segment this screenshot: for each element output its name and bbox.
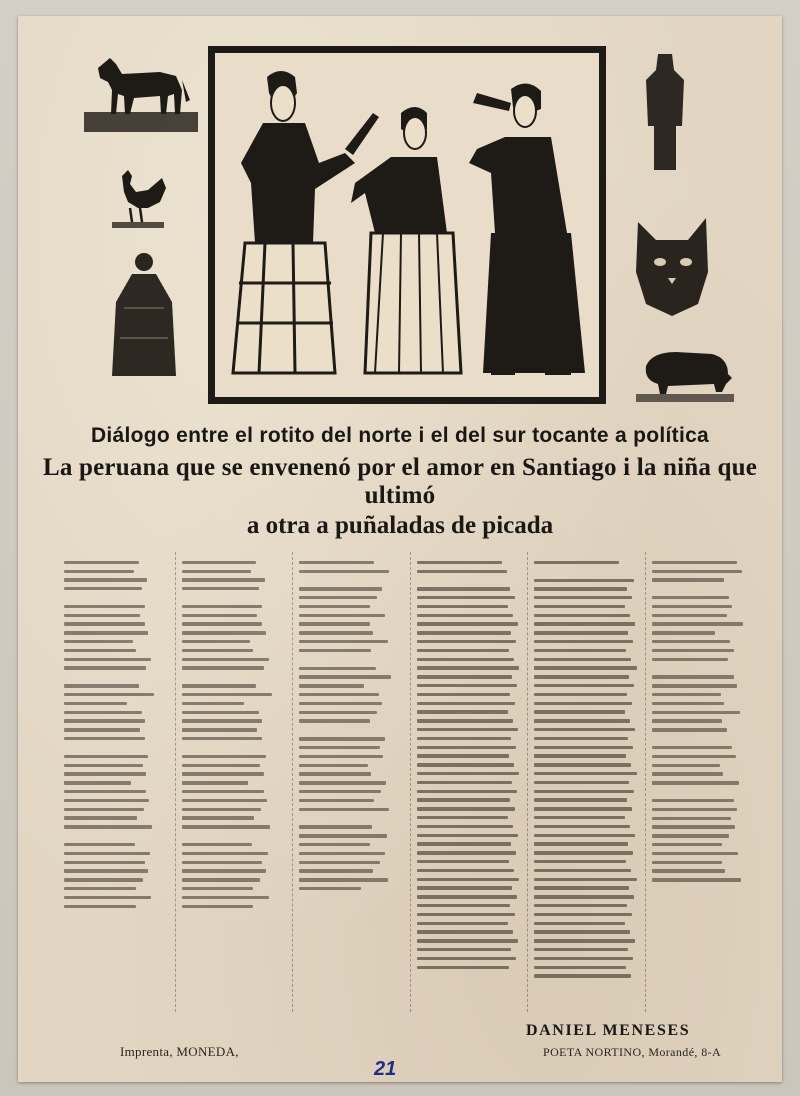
text-line (534, 690, 637, 699)
text-line (182, 602, 285, 611)
text-line (652, 752, 755, 761)
text-line (417, 611, 520, 620)
text-line (182, 752, 285, 761)
standing-figure-woodcut (636, 46, 694, 174)
text-line (652, 876, 755, 885)
text-line (64, 584, 167, 593)
text-line (652, 629, 755, 638)
text-line (417, 875, 520, 884)
text-line (299, 735, 402, 744)
text-line (64, 726, 167, 735)
text-line (64, 576, 167, 585)
text-line (652, 823, 755, 832)
text-line (534, 954, 637, 963)
text-line (64, 787, 167, 796)
text-line (64, 770, 167, 779)
text-line (652, 558, 755, 567)
text-stanza (64, 558, 167, 593)
prose-column-1 (410, 552, 524, 1012)
text-line (417, 928, 520, 937)
text-line (534, 963, 637, 972)
text-line (417, 629, 520, 638)
text-line (534, 681, 637, 690)
text-line (417, 593, 520, 602)
text-line (182, 867, 285, 876)
text-line (534, 585, 637, 594)
text-line (534, 708, 637, 717)
text-line (652, 858, 755, 867)
text-line (534, 752, 637, 761)
text-line (534, 840, 637, 849)
text-line (182, 902, 285, 911)
text-line (417, 936, 520, 945)
text-line (652, 690, 755, 699)
text-line (64, 779, 167, 788)
text-line (534, 611, 637, 620)
text-stanza (652, 593, 755, 663)
text-line (534, 699, 637, 708)
text-line (182, 558, 285, 567)
text-line (182, 796, 285, 805)
text-line (182, 646, 285, 655)
text-line (64, 876, 167, 885)
verse-column-3 (292, 552, 406, 1012)
text-stanza (417, 585, 520, 972)
text-stanza (652, 558, 755, 584)
text-line (652, 779, 755, 788)
text-line (534, 919, 637, 928)
text-line (417, 769, 520, 778)
text-line (534, 866, 637, 875)
rooster-woodcut (102, 162, 174, 232)
text-stanza (64, 682, 167, 744)
text-line (534, 655, 637, 664)
text-line (652, 646, 755, 655)
text-line (417, 743, 520, 752)
text-line (182, 637, 285, 646)
text-line (182, 884, 285, 893)
text-line (182, 611, 285, 620)
text-line (64, 690, 167, 699)
text-line (534, 875, 637, 884)
text-line (417, 602, 520, 611)
text-line (652, 840, 755, 849)
text-line (417, 840, 520, 849)
text-line (417, 866, 520, 875)
text-line (182, 682, 285, 691)
text-line (534, 928, 637, 937)
text-line (299, 682, 402, 691)
text-line (182, 849, 285, 858)
text-line (652, 796, 755, 805)
text-line (534, 813, 637, 822)
text-line (299, 884, 402, 893)
text-stanza (64, 602, 167, 672)
text-stanza (64, 752, 167, 831)
text-stanza (182, 682, 285, 744)
text-line (182, 734, 285, 743)
text-line (64, 858, 167, 867)
text-line (299, 717, 402, 726)
text-line (299, 690, 402, 699)
text-line (417, 901, 520, 910)
text-line (417, 892, 520, 901)
text-line (652, 743, 755, 752)
text-line (299, 567, 402, 576)
text-line (64, 629, 167, 638)
text-line (64, 867, 167, 876)
broadside-sheet (18, 16, 782, 1082)
text-line (534, 637, 637, 646)
text-line (299, 867, 402, 876)
text-line (299, 593, 402, 602)
text-line (64, 814, 167, 823)
text-line (417, 963, 520, 972)
text-stanza (182, 558, 285, 593)
text-line (534, 602, 637, 611)
text-line (652, 814, 755, 823)
text-line (299, 832, 402, 841)
text-line (299, 708, 402, 717)
text-line (64, 682, 167, 691)
text-line (182, 876, 285, 885)
pig-woodcut (632, 336, 738, 408)
text-line (299, 779, 402, 788)
text-line (64, 611, 167, 620)
text-line (299, 646, 402, 655)
text-line (417, 699, 520, 708)
text-line (299, 629, 402, 638)
text-line (534, 734, 637, 743)
text-line (182, 567, 285, 576)
text-line (417, 585, 520, 594)
text-stanza (534, 558, 637, 567)
text-line (182, 655, 285, 664)
text-line (299, 664, 402, 673)
text-line (64, 620, 167, 629)
cloaked-figure-woodcut (102, 248, 186, 384)
text-line (534, 849, 637, 858)
text-line (417, 857, 520, 866)
text-line (534, 576, 637, 585)
text-line (64, 840, 167, 849)
text-line (182, 629, 285, 638)
text-line (652, 708, 755, 717)
text-line (299, 743, 402, 752)
text-stanza (182, 752, 285, 831)
text-line (64, 646, 167, 655)
prose-column-2 (527, 552, 641, 1012)
text-line (417, 690, 520, 699)
text-stanza (182, 602, 285, 672)
text-line (534, 778, 637, 787)
text-line (64, 752, 167, 761)
text-line (417, 752, 520, 761)
text-line (299, 840, 402, 849)
text-line (417, 805, 520, 814)
text-line (417, 778, 520, 787)
text-line (64, 796, 167, 805)
text-line (652, 682, 755, 691)
text-line (417, 734, 520, 743)
text-line (417, 646, 520, 655)
text-line (64, 902, 167, 911)
text-line (652, 611, 755, 620)
text-line (652, 849, 755, 858)
text-line (652, 761, 755, 770)
text-line (652, 699, 755, 708)
text-line (417, 787, 520, 796)
title-line-2: La peruana que se envenenó por el amor en Santiago i la niña que ultimó (42, 454, 758, 509)
text-line (417, 655, 520, 664)
text-line (534, 805, 637, 814)
text-line (534, 901, 637, 910)
text-line (534, 725, 637, 734)
verse-columns (58, 552, 758, 1012)
text-line (299, 770, 402, 779)
text-line (299, 585, 402, 594)
text-stanza (64, 840, 167, 910)
text-stanza (299, 585, 402, 655)
verse-column-1 (58, 552, 171, 1012)
text-line (417, 849, 520, 858)
text-stanza (417, 558, 520, 576)
text-line (417, 558, 520, 567)
text-line (534, 769, 637, 778)
printer-imprint: Imprenta, MONEDA, (120, 1044, 239, 1059)
text-stanza (299, 823, 402, 893)
text-line (182, 805, 285, 814)
text-line (652, 637, 755, 646)
text-line (182, 823, 285, 832)
text-line (299, 602, 402, 611)
text-line (652, 567, 755, 576)
text-line (299, 761, 402, 770)
text-line (417, 954, 520, 963)
text-line (534, 593, 637, 602)
text-stanza (299, 735, 402, 814)
text-line (417, 725, 520, 734)
text-line (534, 910, 637, 919)
text-line (534, 743, 637, 752)
text-line (64, 699, 167, 708)
text-line (64, 637, 167, 646)
handwritten-page-number: 21 (374, 1058, 397, 1080)
text-stanza (652, 796, 755, 884)
text-line (534, 884, 637, 893)
text-line (64, 849, 167, 858)
text-line (417, 796, 520, 805)
text-stanza (534, 576, 637, 981)
text-line (417, 681, 520, 690)
text-line (652, 620, 755, 629)
text-line (64, 567, 167, 576)
text-line (534, 892, 637, 901)
text-line (534, 831, 637, 840)
text-line (417, 673, 520, 682)
text-line (534, 822, 637, 831)
text-line (182, 717, 285, 726)
text-line (64, 655, 167, 664)
text-line (417, 945, 520, 954)
text-line (299, 673, 402, 682)
text-line (182, 814, 285, 823)
text-line (64, 664, 167, 673)
text-line (182, 664, 285, 673)
text-line (299, 849, 402, 858)
text-line (182, 584, 285, 593)
horse-woodcut (82, 38, 200, 138)
text-line (417, 831, 520, 840)
text-line (652, 726, 755, 735)
text-line (64, 805, 167, 814)
text-line (182, 893, 285, 902)
text-line (182, 840, 285, 849)
text-line (534, 972, 637, 981)
text-line (182, 708, 285, 717)
text-line (299, 787, 402, 796)
text-line (299, 823, 402, 832)
text-line (417, 708, 520, 717)
title-line-1: Diálogo entre el rotito del norte i el del sur tocante a política (90, 424, 710, 447)
text-line (534, 620, 637, 629)
text-line (182, 770, 285, 779)
text-line (182, 779, 285, 788)
text-line (417, 910, 520, 919)
text-line (534, 717, 637, 726)
text-line (64, 734, 167, 743)
text-stanza (182, 840, 285, 910)
text-line (182, 726, 285, 735)
text-line (417, 761, 520, 770)
text-line (182, 690, 285, 699)
text-line (534, 673, 637, 682)
text-line (64, 823, 167, 832)
text-line (652, 832, 755, 841)
cat-woodcut (628, 212, 716, 318)
text-line (299, 752, 402, 761)
text-line (534, 936, 637, 945)
text-line (534, 646, 637, 655)
text-line (652, 602, 755, 611)
text-line (534, 629, 637, 638)
text-line (652, 673, 755, 682)
text-line (299, 620, 402, 629)
author-name: DANIEL MENESES (526, 1022, 691, 1039)
text-line (652, 805, 755, 814)
text-line (534, 761, 637, 770)
text-line (652, 576, 755, 585)
text-line (299, 699, 402, 708)
author-detail: POETA NORTINO, Morandé, 8-A (543, 1045, 722, 1059)
text-line (299, 611, 402, 620)
text-line (182, 620, 285, 629)
text-stanza (299, 664, 402, 726)
text-line (299, 805, 402, 814)
text-line (534, 945, 637, 954)
text-line (299, 876, 402, 885)
text-line (64, 884, 167, 893)
text-line (652, 655, 755, 664)
text-line (417, 637, 520, 646)
text-line (182, 576, 285, 585)
text-line (417, 884, 520, 893)
text-line (652, 770, 755, 779)
text-line (534, 664, 637, 673)
verse-column-4 (645, 552, 759, 1012)
text-line (417, 717, 520, 726)
text-line (417, 620, 520, 629)
text-line (299, 558, 402, 567)
text-line (417, 664, 520, 673)
text-line (417, 813, 520, 822)
text-line (417, 567, 520, 576)
text-line (299, 796, 402, 805)
text-line (534, 787, 637, 796)
main-woodcut-illustration (208, 46, 606, 404)
text-line (64, 602, 167, 611)
text-line (417, 919, 520, 928)
text-stanza (299, 558, 402, 576)
text-line (64, 761, 167, 770)
text-line (299, 858, 402, 867)
text-line (64, 708, 167, 717)
verse-column-2 (175, 552, 289, 1012)
text-line (534, 796, 637, 805)
text-line (182, 787, 285, 796)
text-stanza (652, 743, 755, 787)
text-line (64, 893, 167, 902)
text-line (299, 637, 402, 646)
text-line (652, 717, 755, 726)
text-line (182, 858, 285, 867)
text-line (64, 717, 167, 726)
broadside-title (18, 416, 782, 540)
text-line (652, 867, 755, 876)
text-line (534, 857, 637, 866)
title-line-3: a otra a puñaladas de picada (246, 512, 554, 539)
text-line (417, 822, 520, 831)
text-line (64, 558, 167, 567)
text-line (182, 761, 285, 770)
text-line (534, 558, 637, 567)
text-line (182, 699, 285, 708)
text-stanza (652, 673, 755, 735)
text-line (652, 593, 755, 602)
